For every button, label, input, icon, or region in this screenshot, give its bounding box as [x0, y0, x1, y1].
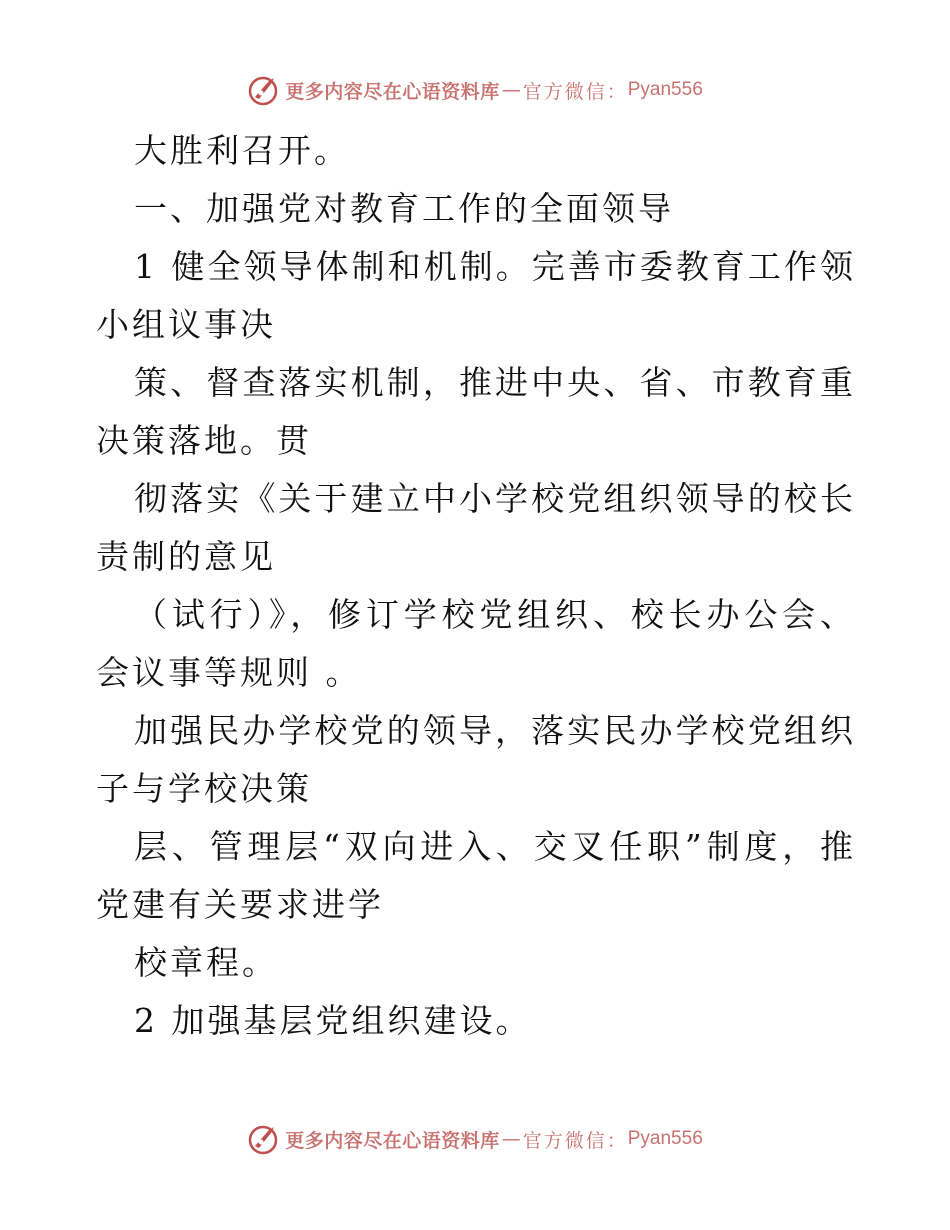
- paragraph-line: 彻落实《关于建立中小学校党组织领导的校长: [134, 479, 856, 518]
- paragraph-line: 党建有关要求进学: [96, 885, 384, 924]
- quill-logo-icon: [247, 1122, 281, 1156]
- paragraph-line: 责制的意见: [96, 537, 276, 576]
- section-heading: 一、加强党对教育工作的全面领导: [134, 189, 674, 228]
- paragraph-line: 层、管理层“双向进入、交叉任职”制度，推: [134, 827, 856, 866]
- watermark-text: 更多内容尽在心语资料库: [285, 1129, 500, 1152]
- watermark-text: 更多内容尽在心语资料库: [285, 80, 500, 103]
- paragraph-line: 小组议事决: [96, 305, 276, 344]
- paragraph-line: 子与学校决策: [96, 769, 312, 808]
- paragraph-line: 1 健全领导体制和机制。完善市委教育工作领: [134, 247, 856, 286]
- quill-logo-icon: [247, 73, 281, 107]
- watermark-wechat-label: 官方微信：: [522, 80, 628, 103]
- watermark-wechat-label: 官方微信：: [522, 1129, 628, 1152]
- document-body: [96, 122, 856, 1050]
- paragraph-line: 决策落地。贯: [96, 421, 312, 460]
- paragraph-line: 大胜利召开。: [134, 131, 350, 170]
- watermark-wechat-id: Pyan556: [627, 1128, 703, 1149]
- header-watermark: [0, 70, 950, 110]
- paragraph-line: 加强民办学校党的领导，落实民办学校党组织: [134, 711, 856, 750]
- footer-watermark: [0, 1119, 950, 1159]
- watermark-dash: —: [501, 1128, 521, 1150]
- watermark-wechat-id: Pyan556: [627, 79, 703, 100]
- watermark-dash: —: [501, 79, 521, 101]
- paragraph-line: 校章程。: [134, 943, 278, 982]
- subsection-heading: 2 加强基层党组织建设。: [134, 1001, 532, 1040]
- paragraph-line: （试行）》，修订学校党组织、校长办公会、: [134, 595, 856, 634]
- paragraph-line: 策、督查落实机制，推进中央、省、市教育重: [134, 363, 856, 402]
- paragraph-line: 会议事等规则 。: [96, 653, 362, 692]
